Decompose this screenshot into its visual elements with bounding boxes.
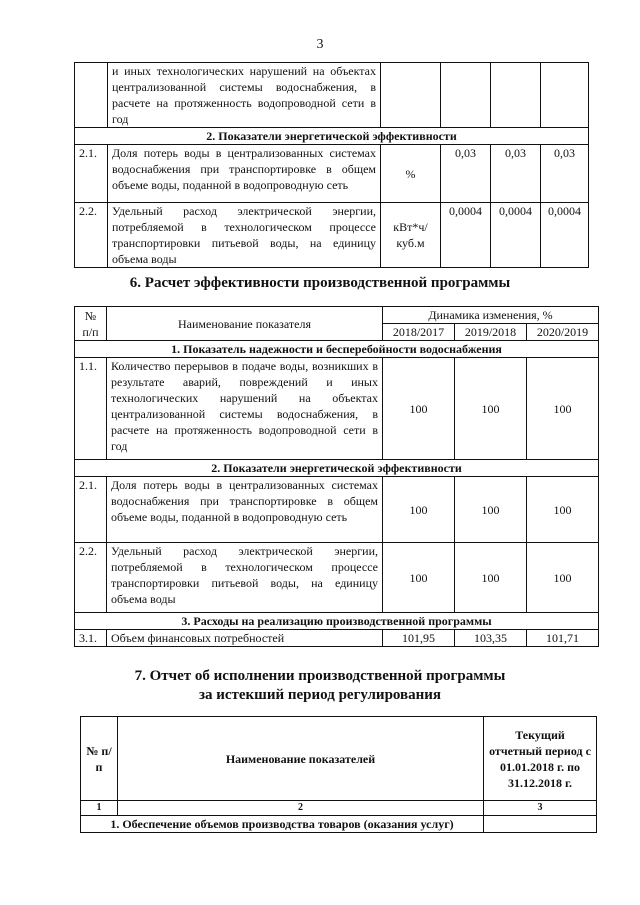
indicator-name: Удельный расход электрической энергии, потребляемой в технологическом процессе транспортировки питьевой воды, на единицу объема воды: [107, 543, 383, 613]
value-cell: 101,71: [527, 630, 599, 647]
header-row: [75, 307, 599, 324]
col-number-header: № п/п: [75, 307, 107, 341]
value-cell: 100: [455, 543, 527, 613]
section-header-row: [75, 128, 589, 145]
row-number: 3.1.: [75, 630, 107, 647]
table-row: [75, 203, 589, 268]
section-header-row: [75, 341, 599, 358]
index-row: [81, 801, 597, 816]
value-cell: 0,03: [541, 145, 589, 203]
year-header: 2020/2019: [527, 324, 599, 341]
row-number: 2.2.: [75, 203, 108, 268]
table-row: [75, 358, 599, 460]
page-number: 3: [316, 37, 324, 52]
section-title: 1. Обеспечение объемов производства товаров (оказания услуг): [81, 816, 484, 833]
row-number: 2.2.: [75, 543, 107, 613]
value-cell: 100: [455, 358, 527, 460]
indicator-name: Количество перерывов в подаче воды, возникших в результате аварий, повреждений и иных технологических нарушений на объектах централизованной системы водоснабжения, в расчете на протяженность водопроводной сети в год: [107, 358, 383, 460]
col-name-header: Наименование показателей: [118, 717, 484, 801]
value-cell: 0,0004: [491, 203, 541, 268]
col-number-header: № п/п: [81, 717, 118, 801]
col-name-header: Наименование показателя: [107, 307, 383, 341]
report-table: [80, 716, 597, 833]
header-row: [81, 717, 597, 801]
row-number: 2.1.: [75, 145, 108, 203]
col-dynamics-header: Динамика изменения, %: [383, 307, 599, 324]
value-cell: 100: [527, 543, 599, 613]
section-title: 1. Показатель надежности и бесперебойности водоснабжения: [75, 341, 599, 358]
table-row: [75, 145, 589, 203]
value-cell: 0,0004: [541, 203, 589, 268]
value-cell: 100: [527, 477, 599, 543]
table-row: [75, 630, 599, 647]
year-header: 2018/2017: [383, 324, 455, 341]
year-header: 2019/2018: [455, 324, 527, 341]
table-row: [75, 543, 599, 613]
indicators-table-continued: [74, 62, 589, 268]
section-header-row: [75, 460, 599, 477]
unit: кВт*ч/ куб.м: [381, 203, 441, 268]
value-cell: 100: [527, 358, 599, 460]
section-7-heading-line1: 7. Отчет об исполнении производственной программы: [134, 668, 506, 684]
value-cell: 0,0004: [441, 203, 491, 268]
section-title: 2. Показатели энергетической эффективности: [75, 460, 599, 477]
row-number: 1.1.: [75, 358, 107, 460]
column-index: 3: [484, 801, 597, 816]
section-title: 3. Расходы на реализацию производственной программы: [75, 613, 599, 630]
value-cell: 100: [383, 358, 455, 460]
table-row: [75, 477, 599, 543]
efficiency-table: [74, 306, 599, 647]
value-cell: 100: [383, 543, 455, 613]
value-cell: 100: [383, 477, 455, 543]
indicator-name: Удельный расход электрической энергии, потребляемой в технологическом процессе транспортировки питьевой воды, на единицу объема воды: [108, 203, 381, 268]
table-row: [75, 63, 589, 128]
column-index: 1: [81, 801, 118, 816]
value-cell: 100: [455, 477, 527, 543]
section-header-row: [75, 613, 599, 630]
row-number: 2.1.: [75, 477, 107, 543]
value-cell: 103,35: [455, 630, 527, 647]
col-period-header: Текущий отчетный период с 01.01.2018 г. по 31.12.2018 г.: [484, 717, 597, 801]
section-6-heading: 6. Расчет эффективности производственной программы: [129, 275, 511, 291]
indicator-name: Доля потерь воды в централизованных системах водоснабжения при транспортировке в общем объеме воды, поданной в водопроводную сеть: [108, 145, 381, 203]
indicator-name: Доля потерь воды в централизованных системах водоснабжения при транспортировке в общем объеме воды, поданной в водопроводную сеть: [107, 477, 383, 543]
section-7-heading-line2: за истекший период регулирования: [198, 687, 442, 703]
indicator-name-continued: и иных технологических нарушений на объектах централизованной системы водоснабжения, в расчете на протяженность водопроводной сети в год: [108, 63, 381, 128]
value-cell: 0,03: [491, 145, 541, 203]
column-index: 2: [118, 801, 484, 816]
value-cell: 101,95: [383, 630, 455, 647]
unit: %: [381, 145, 441, 203]
section-header-row: [81, 816, 597, 833]
value-cell: 0,03: [441, 145, 491, 203]
section-title: 2. Показатели энергетической эффективности: [75, 128, 589, 145]
indicator-name: Объем финансовых потребностей: [107, 630, 383, 647]
